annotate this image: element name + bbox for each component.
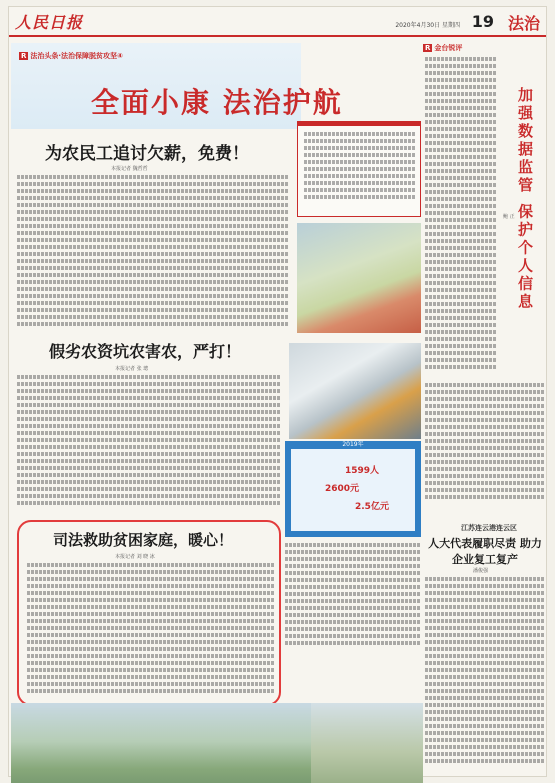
newspaper-logo: 人民日报 xyxy=(15,13,84,32)
dateline: 2020年4月30日 星期四 xyxy=(395,22,460,29)
series-text: 法治头条·法治保障脱贫攻坚④ xyxy=(30,52,123,60)
article-1-body xyxy=(17,175,289,335)
article-1-byline: 本报记者 魏哲哲 xyxy=(111,166,148,172)
series-tag: R xyxy=(21,52,27,60)
photo-landscape-right xyxy=(311,703,423,783)
page-number: 19 xyxy=(471,12,494,31)
infobox-caption: 2019年 xyxy=(342,441,364,448)
article-3-byline: 本报记者 刘 晓 冰 xyxy=(115,554,155,560)
infobox-value-2: 2600元 xyxy=(325,484,360,494)
commentary-body-continued xyxy=(425,383,545,513)
pull-quote-box xyxy=(297,121,421,217)
photo-inspection xyxy=(289,343,421,439)
column-label-text: 金台锐评 xyxy=(434,44,463,52)
newspaper-page xyxy=(8,6,547,777)
photo-farm-workers xyxy=(297,223,421,333)
section-title: 法治 xyxy=(507,14,540,33)
aside-byline: 潘俊强 xyxy=(473,568,489,574)
right-column xyxy=(423,43,547,773)
article-1-title: 为农民工追讨欠薪，免费！ xyxy=(45,144,249,164)
article-2-title: 假劣农资坑农害农，严打！ xyxy=(49,342,242,361)
column-tag: R xyxy=(425,44,431,52)
article-2-body xyxy=(17,375,281,515)
page-headline: 全面小康 法治护航 xyxy=(91,86,343,119)
side-notes xyxy=(285,543,421,699)
infobox-value-3: 2.5亿元 xyxy=(355,502,389,512)
article-3-body xyxy=(27,563,275,699)
commentary-title: 加强数据监管 保护个人信息 xyxy=(516,87,534,312)
column-label xyxy=(423,43,462,53)
commentary-body xyxy=(425,57,497,377)
statistics-infobox xyxy=(285,441,421,537)
aside-location: 江苏连云港连云区 xyxy=(461,524,517,532)
masthead xyxy=(9,7,546,37)
aside-body xyxy=(425,577,545,773)
article-3-title: 司法救助贫困家庭，暖心！ xyxy=(53,531,234,549)
aside-title: 人大代表履职尽责 助力企业复工复产 xyxy=(428,537,542,566)
photo-landscape xyxy=(11,703,311,783)
article-2-byline: 本报记者 张 璁 xyxy=(115,366,149,372)
series-label xyxy=(19,51,123,61)
infobox-value-1: 1599人 xyxy=(345,466,380,476)
commentary-author: 鲍 正 xyxy=(503,214,515,220)
